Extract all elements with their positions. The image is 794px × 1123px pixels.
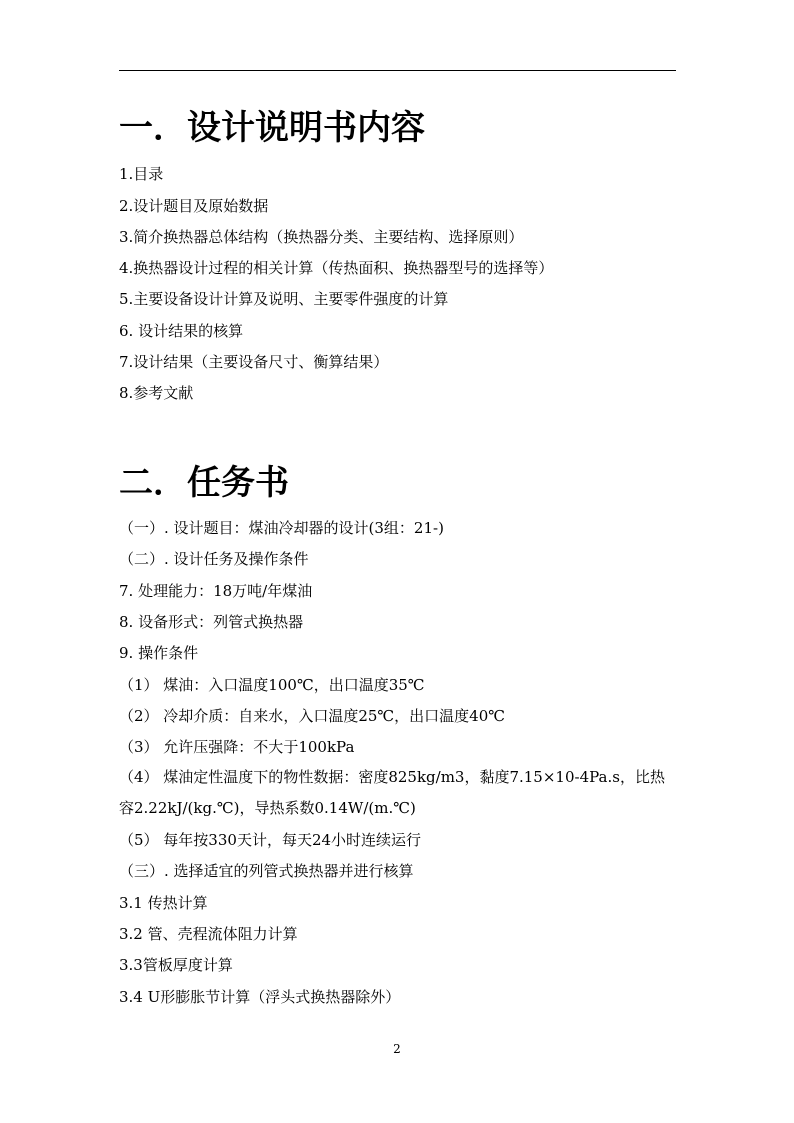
task-line-4: 8. 设备形式：列管式换热器 xyxy=(119,613,304,631)
toc-item-1: 1.目录 xyxy=(119,165,164,183)
task-line-3: 7. 处理能力：18万吨/年煤油 xyxy=(119,582,313,600)
task-line-5: 9. 操作条件 xyxy=(119,644,199,662)
toc-item-8: 8.参考文献 xyxy=(119,384,194,402)
task-line-7: （2） 冷却介质：自来水，入口温度25℃，出口温度40℃ xyxy=(119,707,506,725)
toc-item-3: 3.简介换热器总体结构（换热器分类、主要结构、选择原则） xyxy=(119,228,524,246)
section-2-title: 二．任务书 xyxy=(119,463,289,503)
toc-item-6: 6. 设计结果的核算 xyxy=(119,322,244,340)
task-line-13: 3.2 管、壳程流体阻力计算 xyxy=(119,925,298,943)
task-line-8: （3） 允许压强降：不大于100kPa xyxy=(119,738,355,756)
section-1-title: 一．设计说明书内容 xyxy=(119,108,425,148)
task-line-10: （5） 每年按330天计，每天24小时连续运行 xyxy=(119,831,422,849)
toc-item-2: 2.设计题目及原始数据 xyxy=(119,197,269,215)
toc-item-7: 7.设计结果（主要设备尺寸、衡算结果） xyxy=(119,353,389,371)
toc-item-5: 5.主要设备设计计算及说明、主要零件强度的计算 xyxy=(119,290,449,308)
page-number: 2 xyxy=(393,1042,401,1056)
task-line-6: （1） 煤油：入口温度100℃，出口温度35℃ xyxy=(119,676,425,694)
task-line-12: 3.1 传热计算 xyxy=(119,894,208,912)
task-line-11: （三）. 选择适宜的列管式换热器并进行核算 xyxy=(119,862,414,880)
toc-item-4: 4.换热器设计过程的相关计算（传热面积、换热器型号的选择等） xyxy=(119,259,554,277)
task-line-1: （一）. 设计题目：煤油冷却器的设计(3组：21-) xyxy=(119,519,444,537)
task-line-15: 3.4 U形膨胀节计算（浮头式换热器除外） xyxy=(119,988,401,1006)
task-line-9: （4） 煤油定性温度下的物性数据：密度825kg/m3，黏度7.15×10-4Pa.s，比热容2.22kJ/(kg.℃)，导热系数0.14W/(m.℃) xyxy=(119,768,665,817)
header-rule xyxy=(119,70,676,71)
task-line-14: 3.3管板厚度计算 xyxy=(119,956,233,974)
task-line-2: （二）. 设计任务及操作条件 xyxy=(119,550,309,568)
